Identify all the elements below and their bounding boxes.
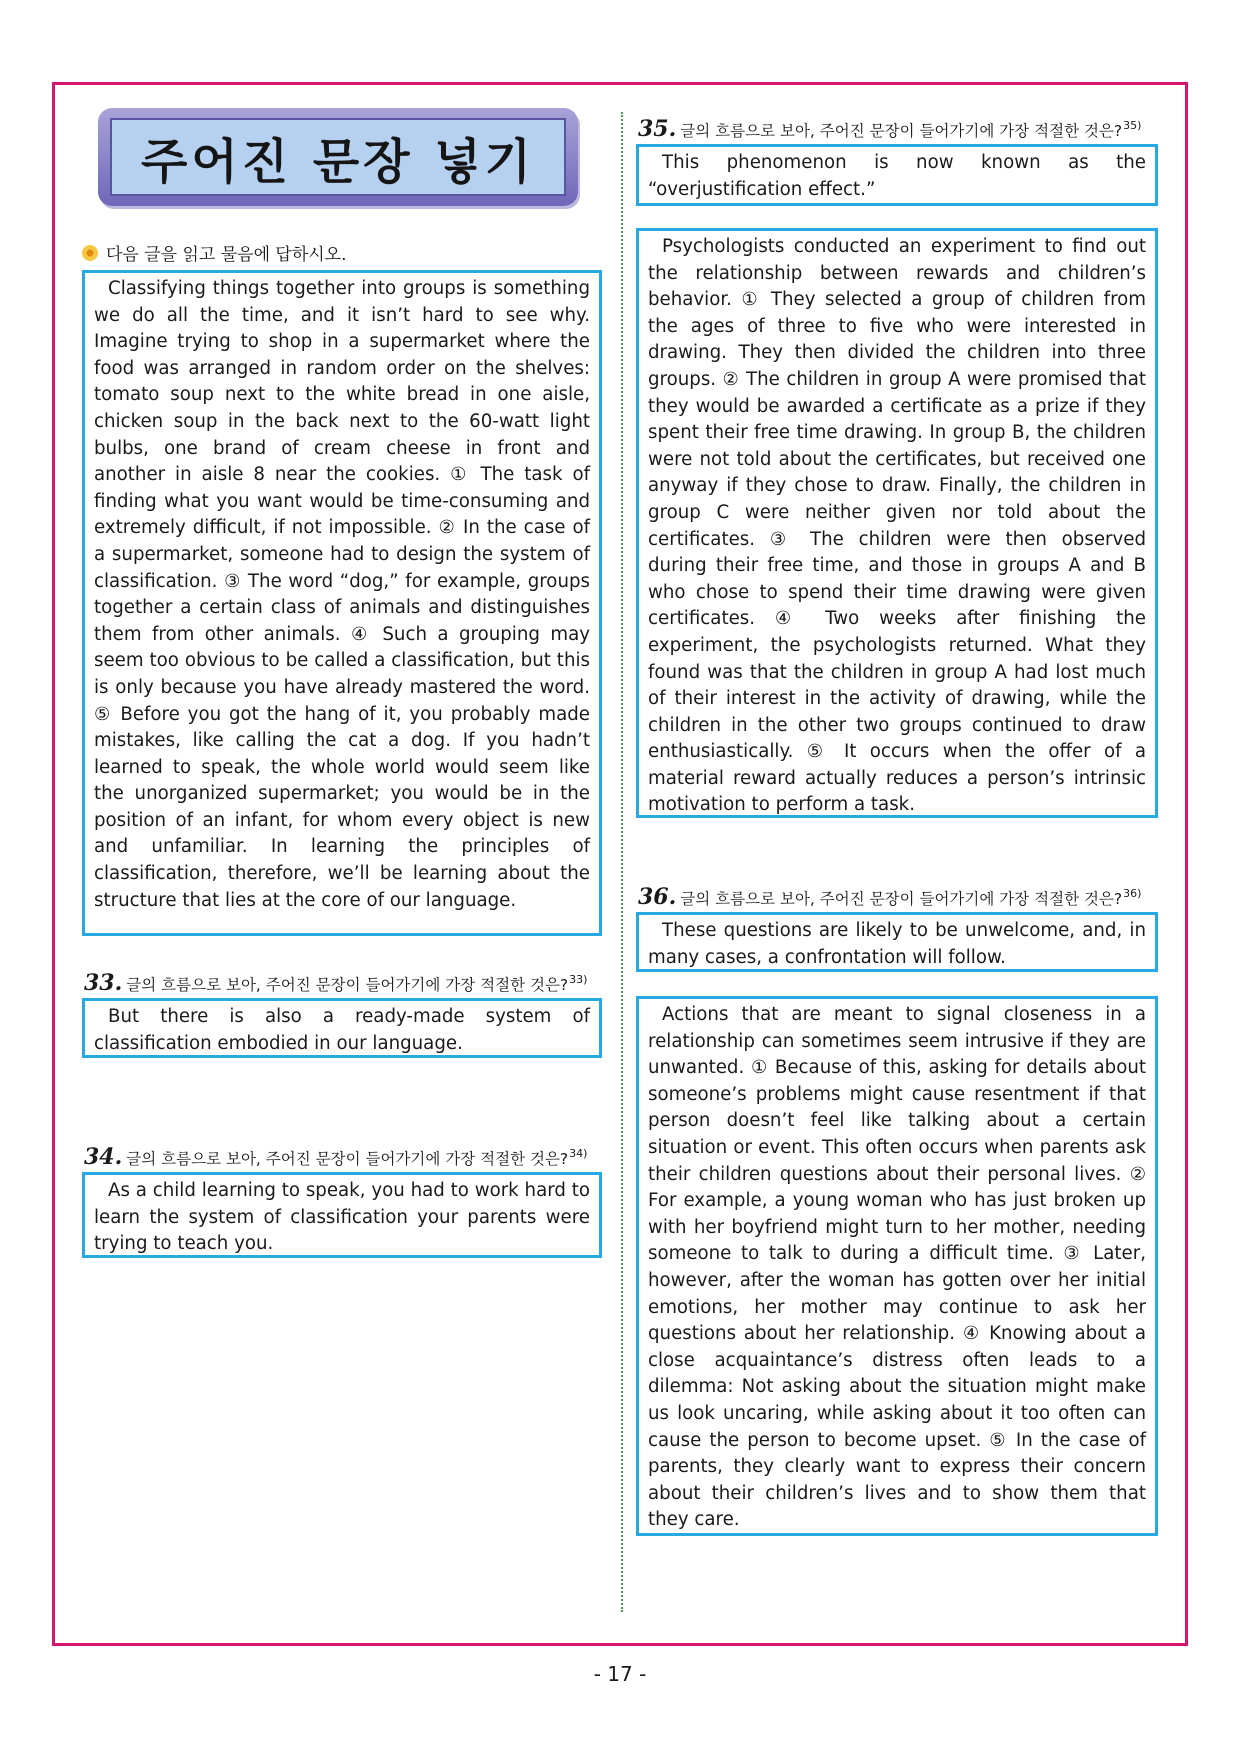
footnote-ref: 36) — [1123, 887, 1142, 900]
question-36-header — [638, 884, 1141, 910]
question-prompt: 글의 흐름으로 보아, 주어진 문장이 들어가기에 가장 적절한 것은? — [126, 1150, 569, 1168]
section-title-banner — [98, 108, 578, 206]
question-number: 35. — [638, 116, 677, 142]
question-33-given-sentence — [82, 998, 602, 1058]
flower-icon — [82, 245, 98, 261]
question-number: 33. — [84, 970, 123, 996]
footnote-ref: 33) — [569, 973, 588, 986]
question-34-header — [84, 1144, 587, 1170]
given-sentence-text: This phenomenon is now known as the “overjustification effect.” — [648, 152, 1146, 200]
passage-text: Psychologists conducted an experiment to find out the relationship between rewards and children’s behavior. ① They selected a group of children from the ages of three to five who were interested in drawing. They then divided the children into three groups. ② The children in group A were promised that they would be awarded a certificate as a prize if they spent their free time drawing. In group B, the children were not told about the certificates, but received one anyway if they chose to draw. Finally, the children in group C were neither given nor told about the certificates. ③ The children were then observed during their free time, and those in groups A and B who chose to spend their time drawing were given certificates. ④ Two weeks after finishing the experiment, the psychologists returned. What they found was that the children in group A had lost much of their interest in the activity of drawing, while the children in the other two groups continued to draw enthusiastically. ⑤ It occurs when the offer of a material reward actually reduces a person’s intrinsic motivation to perform a task. — [648, 236, 1146, 816]
section-title: 주어진 문장 넣기 — [141, 133, 535, 190]
question-34-given-sentence — [82, 1172, 602, 1258]
given-sentence-text: These questions are likely to be unwelcome, and, in many cases, a confrontation will follow. — [648, 920, 1146, 968]
question-33-header — [84, 970, 587, 996]
question-36-passage-box — [636, 996, 1158, 1536]
question-prompt: 글의 흐름으로 보아, 주어진 문장이 들어가기에 가장 적절한 것은? — [680, 122, 1123, 140]
column-divider — [621, 112, 623, 1612]
question-number: 34. — [84, 1144, 123, 1170]
question-prompt: 글의 흐름으로 보아, 주어진 문장이 들어가기에 가장 적절한 것은? — [680, 890, 1123, 908]
question-prompt: 글의 흐름으로 보아, 주어진 문장이 들어가기에 가장 적절한 것은? — [126, 976, 569, 994]
footnote-ref: 34) — [569, 1147, 588, 1160]
passage-text: Actions that are meant to signal closeness in a relationship can sometimes seem intrusive if they are unwanted. ① Because of this, asking for details about someone’s problems might cause resentment if that person doesn’t feel like talking about a certain situation or event. This often occurs when parents ask their children questions about their personal lives. ② For example, a young woman who has just broken up with her boyfriend might turn to her mother, needing someone to talk to during a difficult time. ③ Later, however, after the woman has gotten over her initial emotions, her mother may continue to ask her questions about her relationship. ④ Knowing about a close acquaintance’s distress often leads to a dilemma: Not asking about the situation might make us look uncaring, while asking about it too often can cause the person to become upset. ⑤ In the case of parents, they clearly want to express their concern about their children’s lives and to show them that they care. — [648, 1004, 1146, 1531]
page-number: - 17 - — [593, 1662, 647, 1686]
given-sentence-text: But there is also a ready-made system of classification embodied in our language. — [94, 1006, 590, 1054]
question-35-given-sentence — [636, 144, 1158, 206]
question-36-given-sentence — [636, 912, 1158, 972]
footnote-ref: 35) — [1123, 119, 1142, 132]
given-sentence-text: As a child learning to speak, you had to work hard to learn the system of classification your parents were trying to teach you. — [94, 1180, 590, 1255]
instruction — [82, 240, 347, 265]
main-passage-text: Classifying things together into groups is something we do all the time, and it isn’t hard to see why. Imagine trying to shop in a supermarket where the food was arranged in random order on the shelves: tomato soup next to the white bread in one aisle, chicken soup in the back next to the 60-watt light bulbs, one brand of cream cheese in front and another in aisle 8 near the cookies. ① The task of finding what you want would be time-consuming and extremely difficult, if not impossible. ② In the case of a supermarket, someone had to design the system of classification. ③ The word “dog,” for example, groups together a certain class of animals and distinguishes them from other animals. ④ Such a grouping may seem too obvious to be called a classification, but this is only because you have already mastered the word. ⑤ Before you got the hang of it, you probably made mistakes, like calling the cat a dog. If you hadn’t learned to speak, the whole world would seem like the unorganized supermarket; you would be in the position of an infant, for whom every object is new and unfamiliar. In learning the principles of classification, therefore, we’ll be learning about the structure that lies at the core of our language. — [94, 278, 590, 911]
question-35-passage-box — [636, 228, 1158, 818]
instruction-text: 다음 글을 읽고 물음에 답하시오. — [106, 245, 347, 265]
section-title-panel — [110, 118, 566, 196]
question-number: 36. — [638, 884, 677, 910]
question-35-header — [638, 116, 1141, 142]
main-passage-box — [82, 270, 602, 936]
